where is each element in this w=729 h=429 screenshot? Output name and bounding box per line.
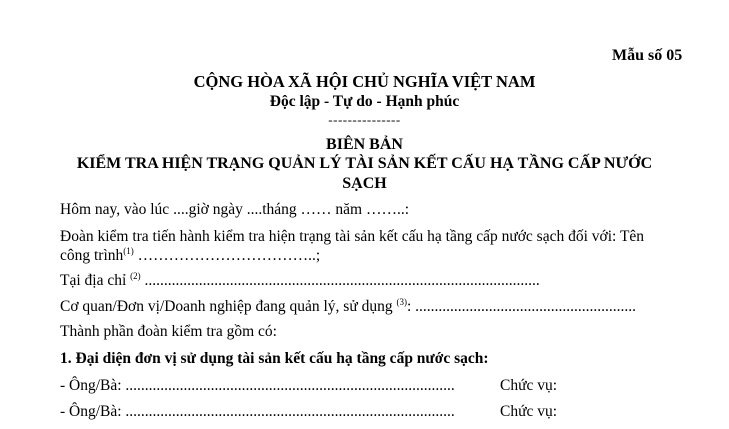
person-line-1	[60, 377, 455, 395]
person-position-label-1: Chức vụ:	[500, 377, 558, 394]
agency-blank: : .........................................................	[406, 298, 637, 315]
address-line	[60, 272, 540, 290]
footnote-ref-1: (1)	[123, 246, 134, 256]
country-name: CỘNG HÒA XÃ HỘI CHỦ NGHĨA VIỆT NAM	[193, 72, 536, 91]
document-subtitle-line2: SẠCH	[342, 175, 387, 192]
agency-line	[60, 298, 636, 316]
motto: Độc lập - Tự do - Hạnh phúc	[269, 93, 460, 110]
document-title: BIÊN BẢN	[326, 136, 403, 153]
members-intro: Thành phần đoàn kiểm tra gồm có:	[60, 323, 277, 340]
person-position-label-2: Chức vụ:	[500, 403, 558, 420]
inspection-line-1: Đoàn kiểm tra tiến hành kiểm tra hiện trạng tài sản kết cấu hạ tầng cấp nước sạch đối với: Tên	[60, 228, 645, 245]
project-name-blank: ……………………………..;	[133, 247, 321, 264]
footnote-ref-3: (3)	[396, 297, 407, 307]
agency-label: Cơ quan/Đơn vị/Doanh nghiệp đang quản lý, sử dụng	[60, 298, 397, 315]
project-name-label: công trình	[60, 247, 124, 264]
footnote-ref-2: (2)	[130, 271, 141, 281]
person-name-blank: - Ông/Bà: .....................................................................................	[60, 403, 455, 420]
date-line: Hôm nay, vào lúc ....giờ ngày ....tháng …… năm ……..:	[60, 201, 409, 218]
person-name-blank: - Ông/Bà: .....................................................................................	[60, 377, 455, 394]
inspection-line-2	[60, 247, 320, 265]
section-1-heading: 1. Đại diện đơn vị sử dụng tài sản kết cấu hạ tầng cấp nước sạch:	[60, 350, 489, 367]
person-line-2	[60, 403, 455, 421]
document-subtitle-line1: KIỂM TRA HIỆN TRẠNG QUẢN LÝ TÀI SẢN KẾT CẤU HẠ TẦNG CẤP NƯỚC	[76, 155, 653, 172]
form-number: Mẫu số 05	[612, 47, 683, 64]
address-blank: ......................................................................................................	[140, 272, 540, 289]
header-divider: ---------------	[328, 112, 401, 127]
address-label: Tại địa chỉ	[60, 272, 131, 289]
